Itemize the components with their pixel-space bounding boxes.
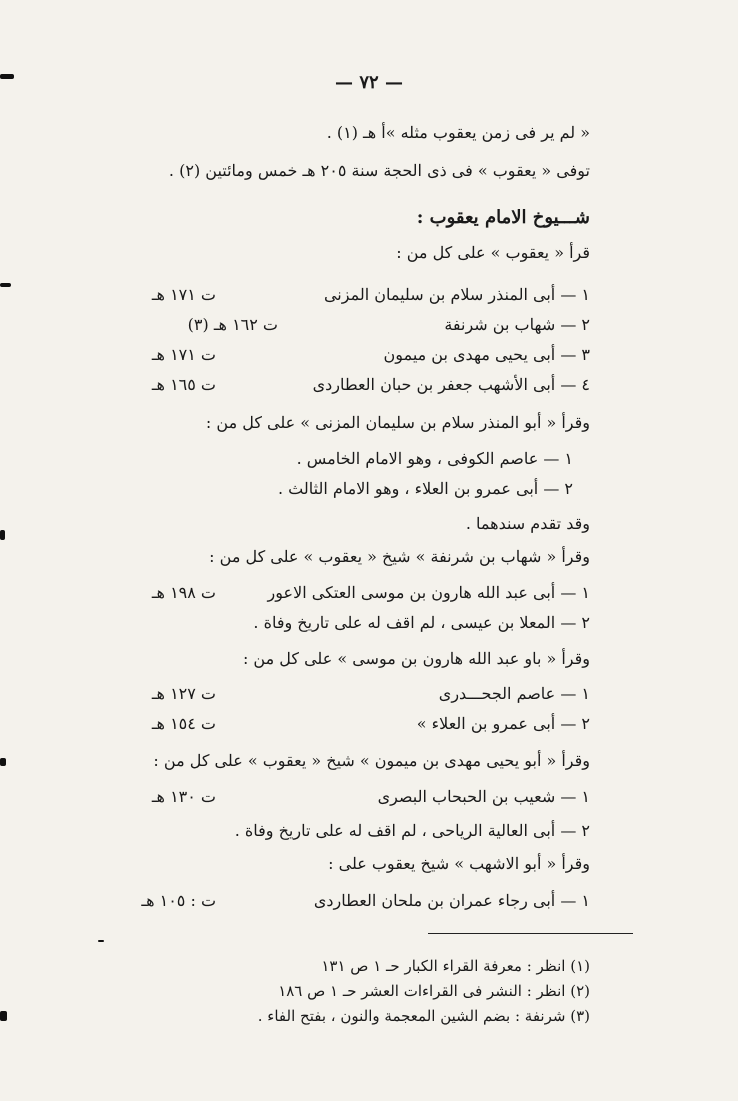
list-item: ٣ — أبى يحيى مهدى بن ميمون bbox=[383, 345, 590, 364]
text-line: توفى « يعقوب » فى ذى الحجة سنة ٢٠٥ هـ خمس ومائتين (٢) . bbox=[168, 161, 590, 180]
death-date: ت ١٢٧ هـ bbox=[151, 684, 216, 703]
text-line: وقرأ « أبو الاشهب » شيخ يعقوب على : bbox=[328, 854, 590, 873]
text-line: وقد تقدم سندهما . bbox=[465, 514, 590, 533]
page-number: — ٧٢ — bbox=[335, 72, 403, 93]
footnote: (٣) شرنفة : بضم الشين المعجمة والنون ، بفتح الفاء . bbox=[257, 1007, 590, 1025]
list-item: ٢ — أبى عمرو بن العلاء » bbox=[416, 714, 590, 733]
text-line: وقرأ « باو عبد الله هارون بن موسى » على كل من : bbox=[242, 649, 590, 668]
death-date: ت : ١٠٥ هـ bbox=[141, 891, 216, 910]
list-item: ١ — عاصم الجحـــدرى bbox=[438, 684, 590, 703]
death-date: ت ١٦٢ هـ (٣) bbox=[187, 315, 278, 334]
death-date: ت ١٧١ هـ bbox=[151, 285, 216, 304]
list-item: ٢ — المعلا بن عيسى ، لم اقف له على تاريخ وفاة . bbox=[253, 613, 590, 632]
scan-mark bbox=[0, 758, 6, 766]
death-date: ت ١٦٥ هـ bbox=[151, 375, 216, 394]
death-date: ت ١٩٨ هـ bbox=[151, 583, 216, 602]
list-item: ٢ — شهاب بن شرنفة bbox=[444, 315, 590, 334]
list-item: ٢ — أبى عمرو بن العلاء ، وهو الامام الثالث . bbox=[278, 479, 573, 498]
scan-mark bbox=[0, 530, 5, 540]
text-line: قرأ « يعقوب » على كل من : bbox=[396, 243, 590, 262]
list-item: ١ — أبى المنذر سلام بن سليمان المزنى bbox=[323, 285, 590, 304]
list-item: ١ — شعيب بن الحبحاب البصرى bbox=[377, 787, 590, 806]
death-date: ت ١٧١ هـ bbox=[151, 345, 216, 364]
footnote-rule bbox=[428, 933, 633, 934]
text-line: وقرأ « أبو المنذر سلام بن سليمان المزنى » على كل من : bbox=[205, 413, 590, 432]
scan-mark bbox=[0, 283, 11, 287]
death-date: ت ١٣٠ هـ bbox=[151, 787, 216, 806]
list-item: ٢ — أبى العالية الرياحى ، لم اقف له على تاريخ وفاة . bbox=[234, 821, 590, 840]
scan-mark bbox=[0, 74, 14, 79]
text-line: وقرأ « شهاب بن شرنفة » شيخ « يعقوب » على كل من : bbox=[209, 547, 590, 566]
footnote: (٢) انظر : النشر فى القراءات العشر حـ ١ ص ١٨٦ bbox=[278, 982, 590, 1000]
list-item: ١ — أبى عبد الله هارون بن موسى العتكى الاعور bbox=[267, 583, 590, 602]
scan-mark bbox=[98, 940, 104, 942]
text-line: وقرأ « أبو يحيى مهدى بن ميمون » شيخ « يعقوب » على كل من : bbox=[153, 751, 590, 770]
list-item: ٤ — أبى الأشهب جعفر بن حبان العطاردى bbox=[312, 375, 590, 394]
death-date: ت ١٥٤ هـ bbox=[151, 714, 216, 733]
text-line: « لم ير فى زمن يعقوب مثله »أ هـ (١) . bbox=[326, 123, 590, 142]
section-heading: شـــيوخ الامام يعقوب : bbox=[416, 207, 590, 228]
scan-mark bbox=[0, 1011, 7, 1021]
list-item: ١ — عاصم الكوفى ، وهو الامام الخامس . bbox=[296, 449, 573, 468]
footnote: (١) انظر : معرفة القراء الكبار حـ ١ ص ١٣١ bbox=[321, 957, 590, 975]
list-item: ١ — أبى رجاء عمران بن ملحان العطاردى bbox=[313, 891, 590, 910]
